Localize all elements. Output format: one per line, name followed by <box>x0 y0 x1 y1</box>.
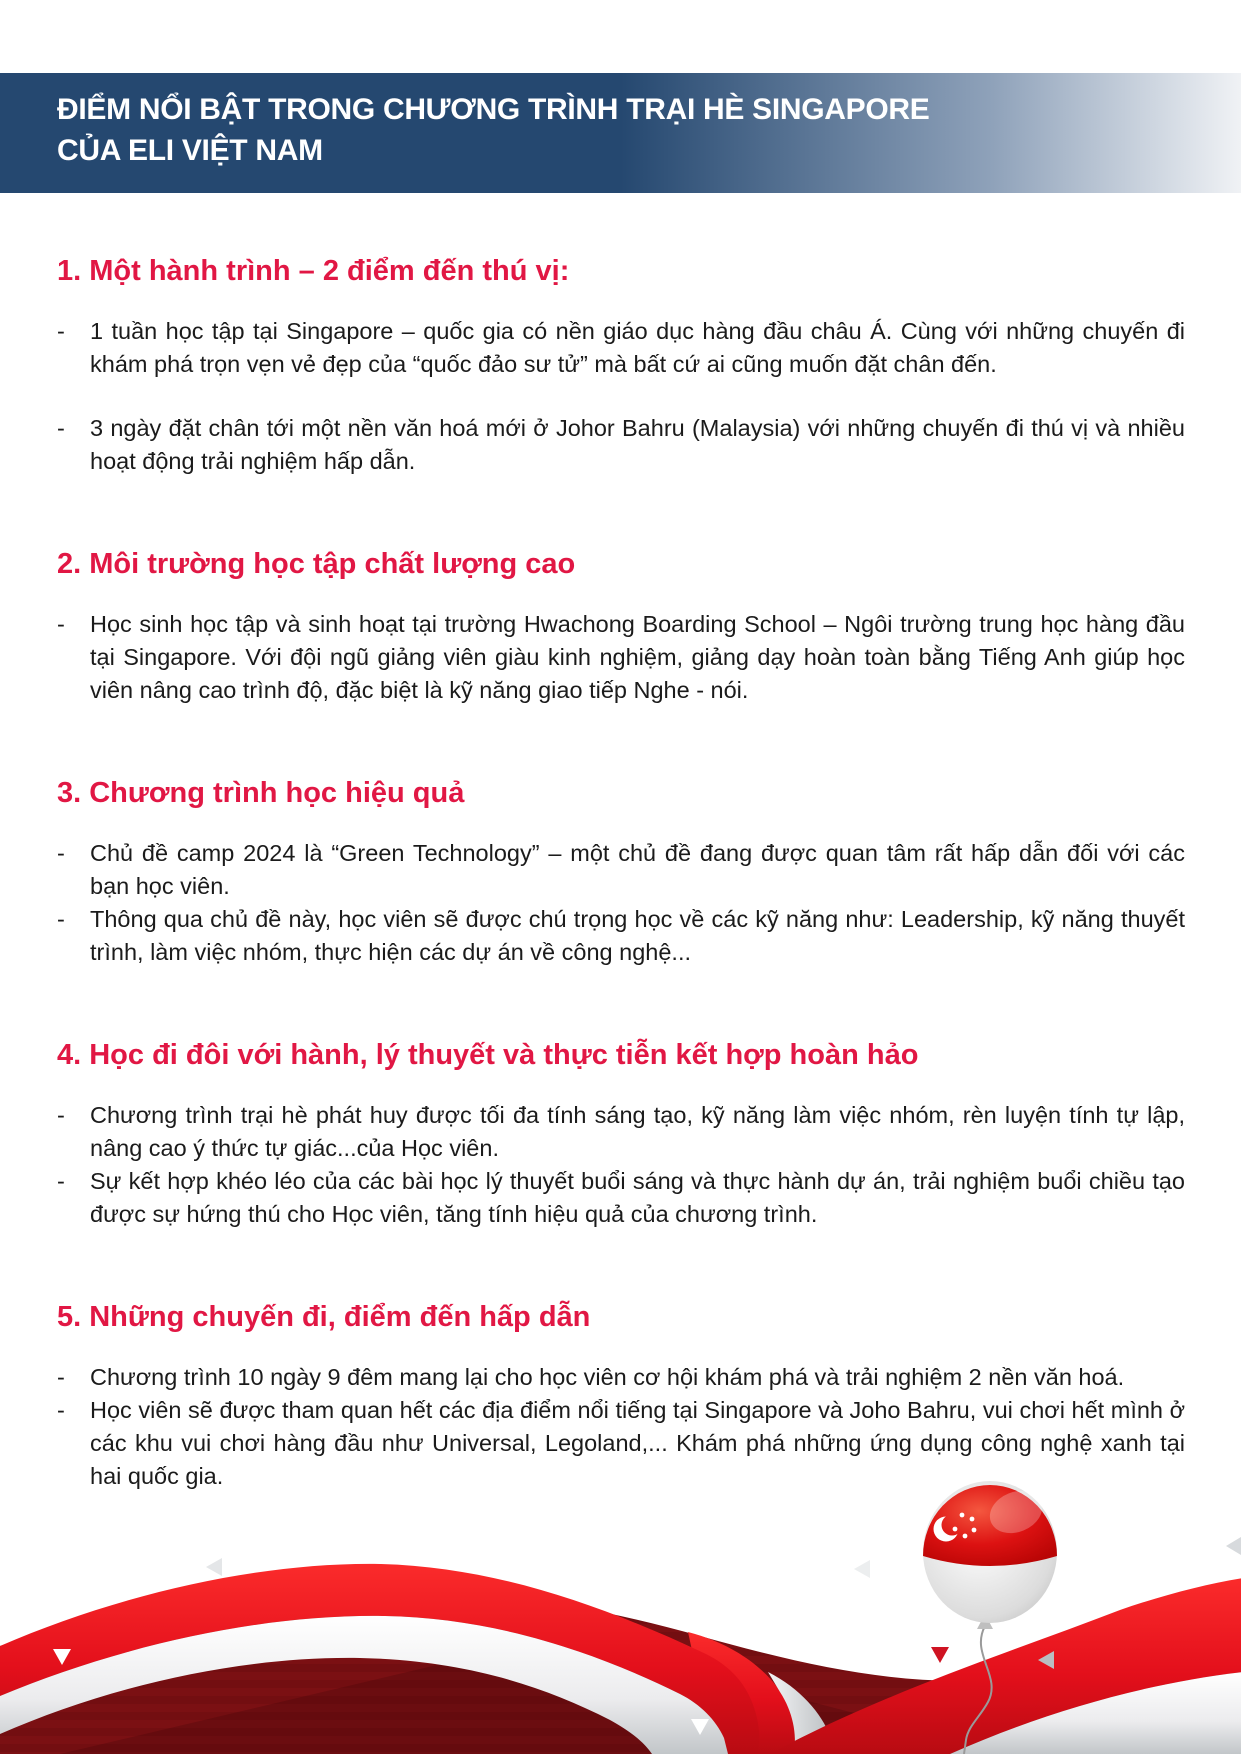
list-item <box>57 608 1185 707</box>
bullet-list <box>57 1099 1185 1231</box>
dash-marker: - <box>57 318 65 344</box>
dash-marker: - <box>57 1397 65 1423</box>
bullet-list <box>57 315 1185 478</box>
list-item <box>57 1099 1185 1165</box>
banner-title-line2: CỦA ELI VIỆT NAM <box>57 134 323 167</box>
section-3 <box>57 775 1185 969</box>
bullet-text: Học viên sẽ được tham quan hết các địa điểm nổi tiếng tại Singapore và Joho Bahru, vui chơi hết mình ở các khu vui chơi hàng đầu như Universal, Legoland,... Khám phá những ứng dụng công nghệ xanh tại hai quốc gia. <box>90 1397 1185 1489</box>
bullet-list <box>57 837 1185 969</box>
star-icon <box>972 1528 977 1533</box>
bullet-text: Chương trình trại hè phát huy được tối đa tính sáng tạo, kỹ năng làm việc nhóm, rèn luyện tính tự lập, nâng cao ý thức tự giác...của Học viên. <box>90 1102 1185 1161</box>
star-icon <box>960 1513 965 1518</box>
confetti-triangle <box>931 1647 949 1663</box>
dash-marker: - <box>57 415 65 441</box>
crescent-icon <box>920 1499 980 1559</box>
bullet-text: Học sinh học tập và sinh hoạt tại trường Hwachong Boarding School – Ngôi trường trung học hàng đầu tại Singapore. Với đội ngũ giảng viên giàu kinh nghiệm, giảng dạy hoàn toàn bằng Tiếng Anh giúp học viên nâng cao trình độ, đặc biệt là kỹ năng giao tiếp Nghe - nói. <box>90 611 1185 703</box>
list-item <box>57 903 1185 969</box>
bullet-text: 3 ngày đặt chân tới một nền văn hoá mới ở Johor Bahru (Malaysia) với những chuyến đi thú vị và nhiều hoạt động trải nghiệm hấp dẫn. <box>90 415 1185 474</box>
dash-marker: - <box>57 611 65 637</box>
confetti-triangle <box>206 1558 222 1576</box>
section-heading: 3. Chương trình học hiệu quả <box>57 777 465 809</box>
bullet-text: Sự kết hợp khéo léo của các bài học lý thuyết buổi sáng và thực hành dự án, trải nghiệm buổi chiều tạo được sự hứng thú cho Học viên, tăng tính hiệu quả của chương trình. <box>90 1168 1185 1227</box>
content <box>0 193 1241 1493</box>
star-icon <box>953 1527 958 1532</box>
section-4 <box>57 1037 1185 1231</box>
dash-marker: - <box>57 1102 65 1128</box>
bullet-text: 1 tuần học tập tại Singapore – quốc gia có nền giáo dục hàng đầu châu Á. Cùng với những chuyến đi khám phá trọn vẹn vẻ đẹp của “quốc đảo sư tử” mà bất cứ ai cũng muốn đặt chân đến. <box>90 318 1185 377</box>
confetti-triangle <box>1226 1537 1241 1555</box>
star-icon <box>963 1534 968 1539</box>
confetti-triangle <box>854 1560 870 1578</box>
dash-marker: - <box>57 1168 65 1194</box>
footer-art <box>0 1384 1241 1754</box>
bullet-text: Chương trình 10 ngày 9 đêm mang lại cho học viên cơ hội khám phá và trải nghiệm 2 nền văn hoá. <box>90 1364 1125 1390</box>
list-item <box>57 837 1185 903</box>
dash-marker: - <box>57 840 65 866</box>
section-heading: 4. Học đi đôi với hành, lý thuyết và thực tiễn kết hợp hoàn hảo <box>57 1039 919 1071</box>
dash-marker: - <box>57 1364 65 1390</box>
star-icon <box>970 1517 975 1522</box>
header-banner <box>0 73 1241 193</box>
bullet-list <box>57 608 1185 707</box>
section-1 <box>57 253 1185 478</box>
section-heading: 5. Những chuyến đi, điểm đến hấp dẫn <box>57 1301 591 1333</box>
dash-marker: - <box>57 906 65 932</box>
bullet-text: Thông qua chủ đề này, học viên sẽ được chú trọng học về các kỹ năng như: Leadership, kỹ năng thuyết trình, làm việc nhóm, thực hiện các dự án về công nghệ... <box>90 906 1185 965</box>
section-heading: 2. Môi trường học tập chất lượng cao <box>57 548 576 580</box>
list-item <box>57 315 1185 381</box>
section-heading: 1. Một hành trình – 2 điểm đến thú vị: <box>57 255 570 287</box>
list-item <box>57 1165 1185 1231</box>
banner-title-line1: ĐIỂM NỔI BẬT TRONG CHƯƠNG TRÌNH TRẠI HÈ SINGAPORE <box>57 93 930 126</box>
list-item <box>57 412 1185 478</box>
section-2 <box>57 546 1185 707</box>
bullet-text: Chủ đề camp 2024 là “Green Technology” – một chủ đề đang được quan tâm rất hấp dẫn đối với các bạn học viên. <box>90 840 1185 899</box>
